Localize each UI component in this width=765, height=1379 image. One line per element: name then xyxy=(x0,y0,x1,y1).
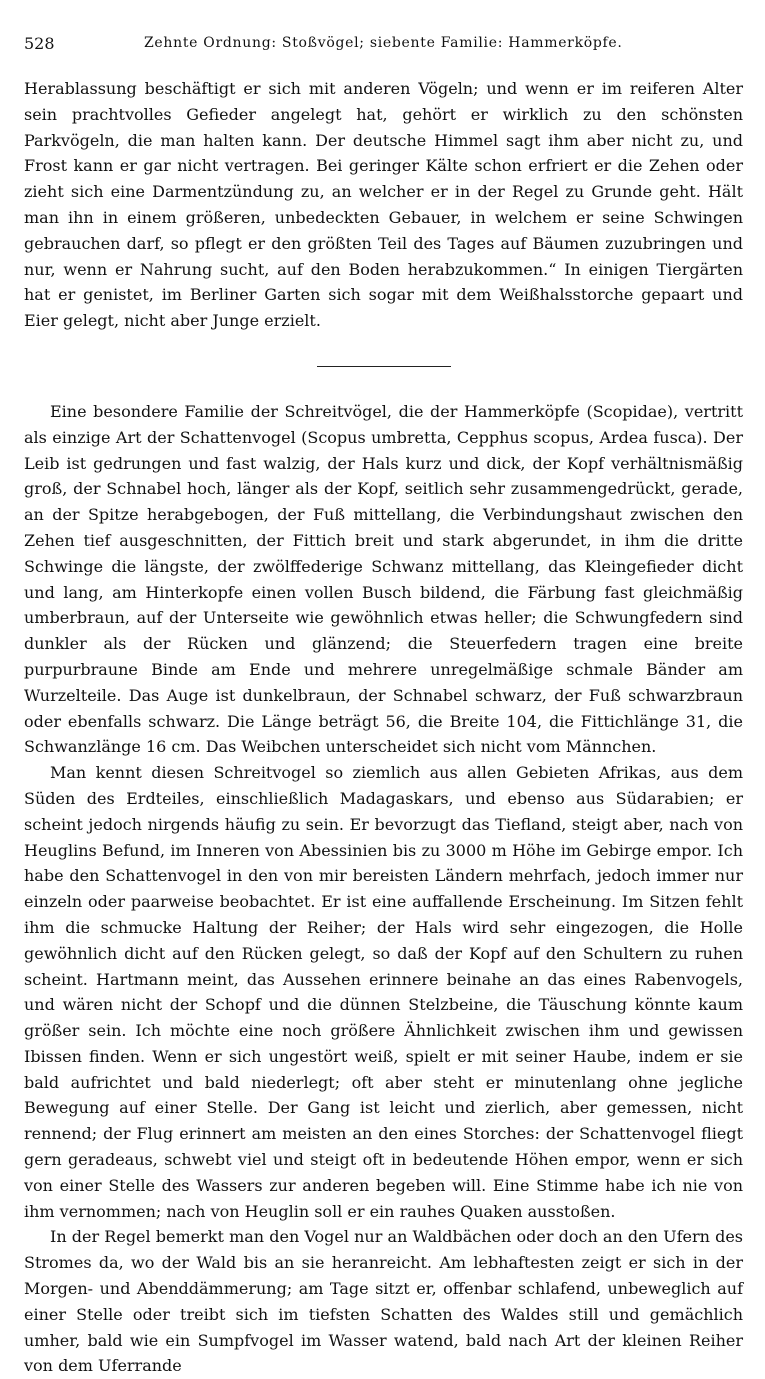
paragraph-continuation: Herablassung beschäftigt er sich mit anderen Vögeln; und wenn er im reiferen Alter sein prachtvolles Gefieder angelegt hat, gehört er wirklich zu den schönsten Parkvögeln, die man halten kann. Der deutsche Himmel sagt ihm aber nicht zu, und Frost kann er gar nicht vertragen. Bei geringer Kälte schon erfriert er die Zehen oder zieht sich eine Darmentzündung zu, an welcher er in der Regel zu Grunde geht. Hält man ihn in einem größeren, unbedeckten Gebauer, in welchem er seine Schwingen gebrauchen darf, so pflegt er den größten Teil des Tages auf Bäumen zuzubringen und nur, wenn er Nahrung sucht, auf den Boden herabzukommen.“ In einigen Tiergärten hat er genistet, im Berliner Garten sich sogar mit dem Weißhalsstorche gepaart und Eier gelegt, nicht aber Junge erzielt. xyxy=(24,79,743,331)
paragraph-distribution: Man kennt diesen Schreitvogel so ziemlich aus allen Gebieten Afrikas, aus dem Süden des Erdteiles, einschließlich Madagaskars, und ebenso aus Südarabien; er scheint jedoch nirgends häufig zu sein. Er bevorzugt das Tiefland, steigt aber, nach von Heuglins Befund, im Inneren von Abessinien bis zu 3000 m Höhe im Gebirge empor. Ich habe den Schattenvogel in den von mir bereisten Ländern mehrfach, jedoch immer nur einzeln oder paarweise beobachtet. Er ist eine auffallende Erscheinung. Im Sitzen fehlt ihm die schmucke Haltung der Reiher; der Hals wird sehr eingezogen, die Holle gewöhnlich dicht auf den Rücken gelegt, so daß der Kopf auf den Schultern zu ruhen scheint. Hartmann meint, das Aussehen erinnere beinahe an das eines Rabenvogels, und wären nicht der Schopf und die dünnen Stelzbeine, die Täuschung könnte kaum größer sein. Ich möchte eine noch größere Ähnlichkeit zwischen ihm und gewissen Ibissen finden. Wenn er sich ungestört weiß, spielt er mit seiner Haube, indem er sie bald aufrichtet und bald niederlegt; oft aber steht er minutenlang ohne jegliche Bewegung auf einer Stelle. Der Gang ist leicht und zierlich, aber gemessen, nicht rennend; der Flug erinnert am meisten an den eines Storches: der Schattenvogel fliegt gern geradeaus, schwebt viel und steigt oft in bedeutende Höhen empor, wenn er sich von einer Stelle des Wassers zur anderen begeben will. Eine Stimme habe ich nie von ihm vernommen; nach von Heuglin soll er ein rauhes Quaken ausstoßen. xyxy=(24,763,743,1221)
section-divider xyxy=(317,366,451,367)
paragraph-habitat: In der Regel bemerkt man den Vogel nur an Waldbächen oder doch an den Ufern des Stromes da, wo der Wald bis an sie heranreicht. Am lebhaftesten zeigt er sich in der Morgen- und Abenddämmerung; am Tage sitzt er, offenbar schlafend, unbeweglich auf einer Stelle oder treibt sich im tiefsten Schatten des Waldes still und gemächlich umher, bald wie ein Sumpfvogel im Wasser watend, bald nach Art der kleinen Reiher von dem Uferrande xyxy=(24,1227,743,1376)
paragraph-family-description: Eine besondere Familie der Schreitvögel, die der Hammerköpfe (Scopidae), vertritt als einzige Art der Schattenvogel (Scopus umbretta, Cepphus scopus, Ardea fusca). Der Leib ist gedrungen und fast walzig, der Hals kurz und dick, der Kopf verhältnismäßig groß, der Schnabel hoch, länger als der Kopf, seitlich sehr zusammengedrückt, gerade, an der Spitze herabgebogen, der Fuß mittellang, die Verbindungshaut zwischen den Zehen tief ausgeschnitten, der Fittich breit und stark abgerundet, in ihm die dritte Schwinge die längste, der zwölffederige Schwanz mittellang, das Kleingefieder dicht und lang, am Hinterkopfe einen vollen Busch bildend, die Färbung fast gleichmäßig umberbraun, auf der Unterseite wie gewöhnlich etwas heller; die Schwungfedern sind dunkler als der Rücken und glänzend; die Steuerfedern tragen eine breite purpurbraune Binde am Ende und mehrere unregelmäßige schmale Bänder am Wurzelteile. Das Auge ist dunkelbraun, der Schnabel schwarz, der Fuß schwarzbraun oder ebenfalls schwarz. Die Länge beträgt 56, die Breite 104, die Fittichlänge 31, die Schwanzlänge 16 cm. Das Weibchen unterscheidet sich nicht vom Männchen. xyxy=(24,401,743,757)
page-header xyxy=(24,34,743,60)
running-head: Zehnte Ordnung: Stoßvögel; siebente Familie: Hammerköpfe. xyxy=(144,35,623,51)
page-number: 528 xyxy=(24,34,55,53)
